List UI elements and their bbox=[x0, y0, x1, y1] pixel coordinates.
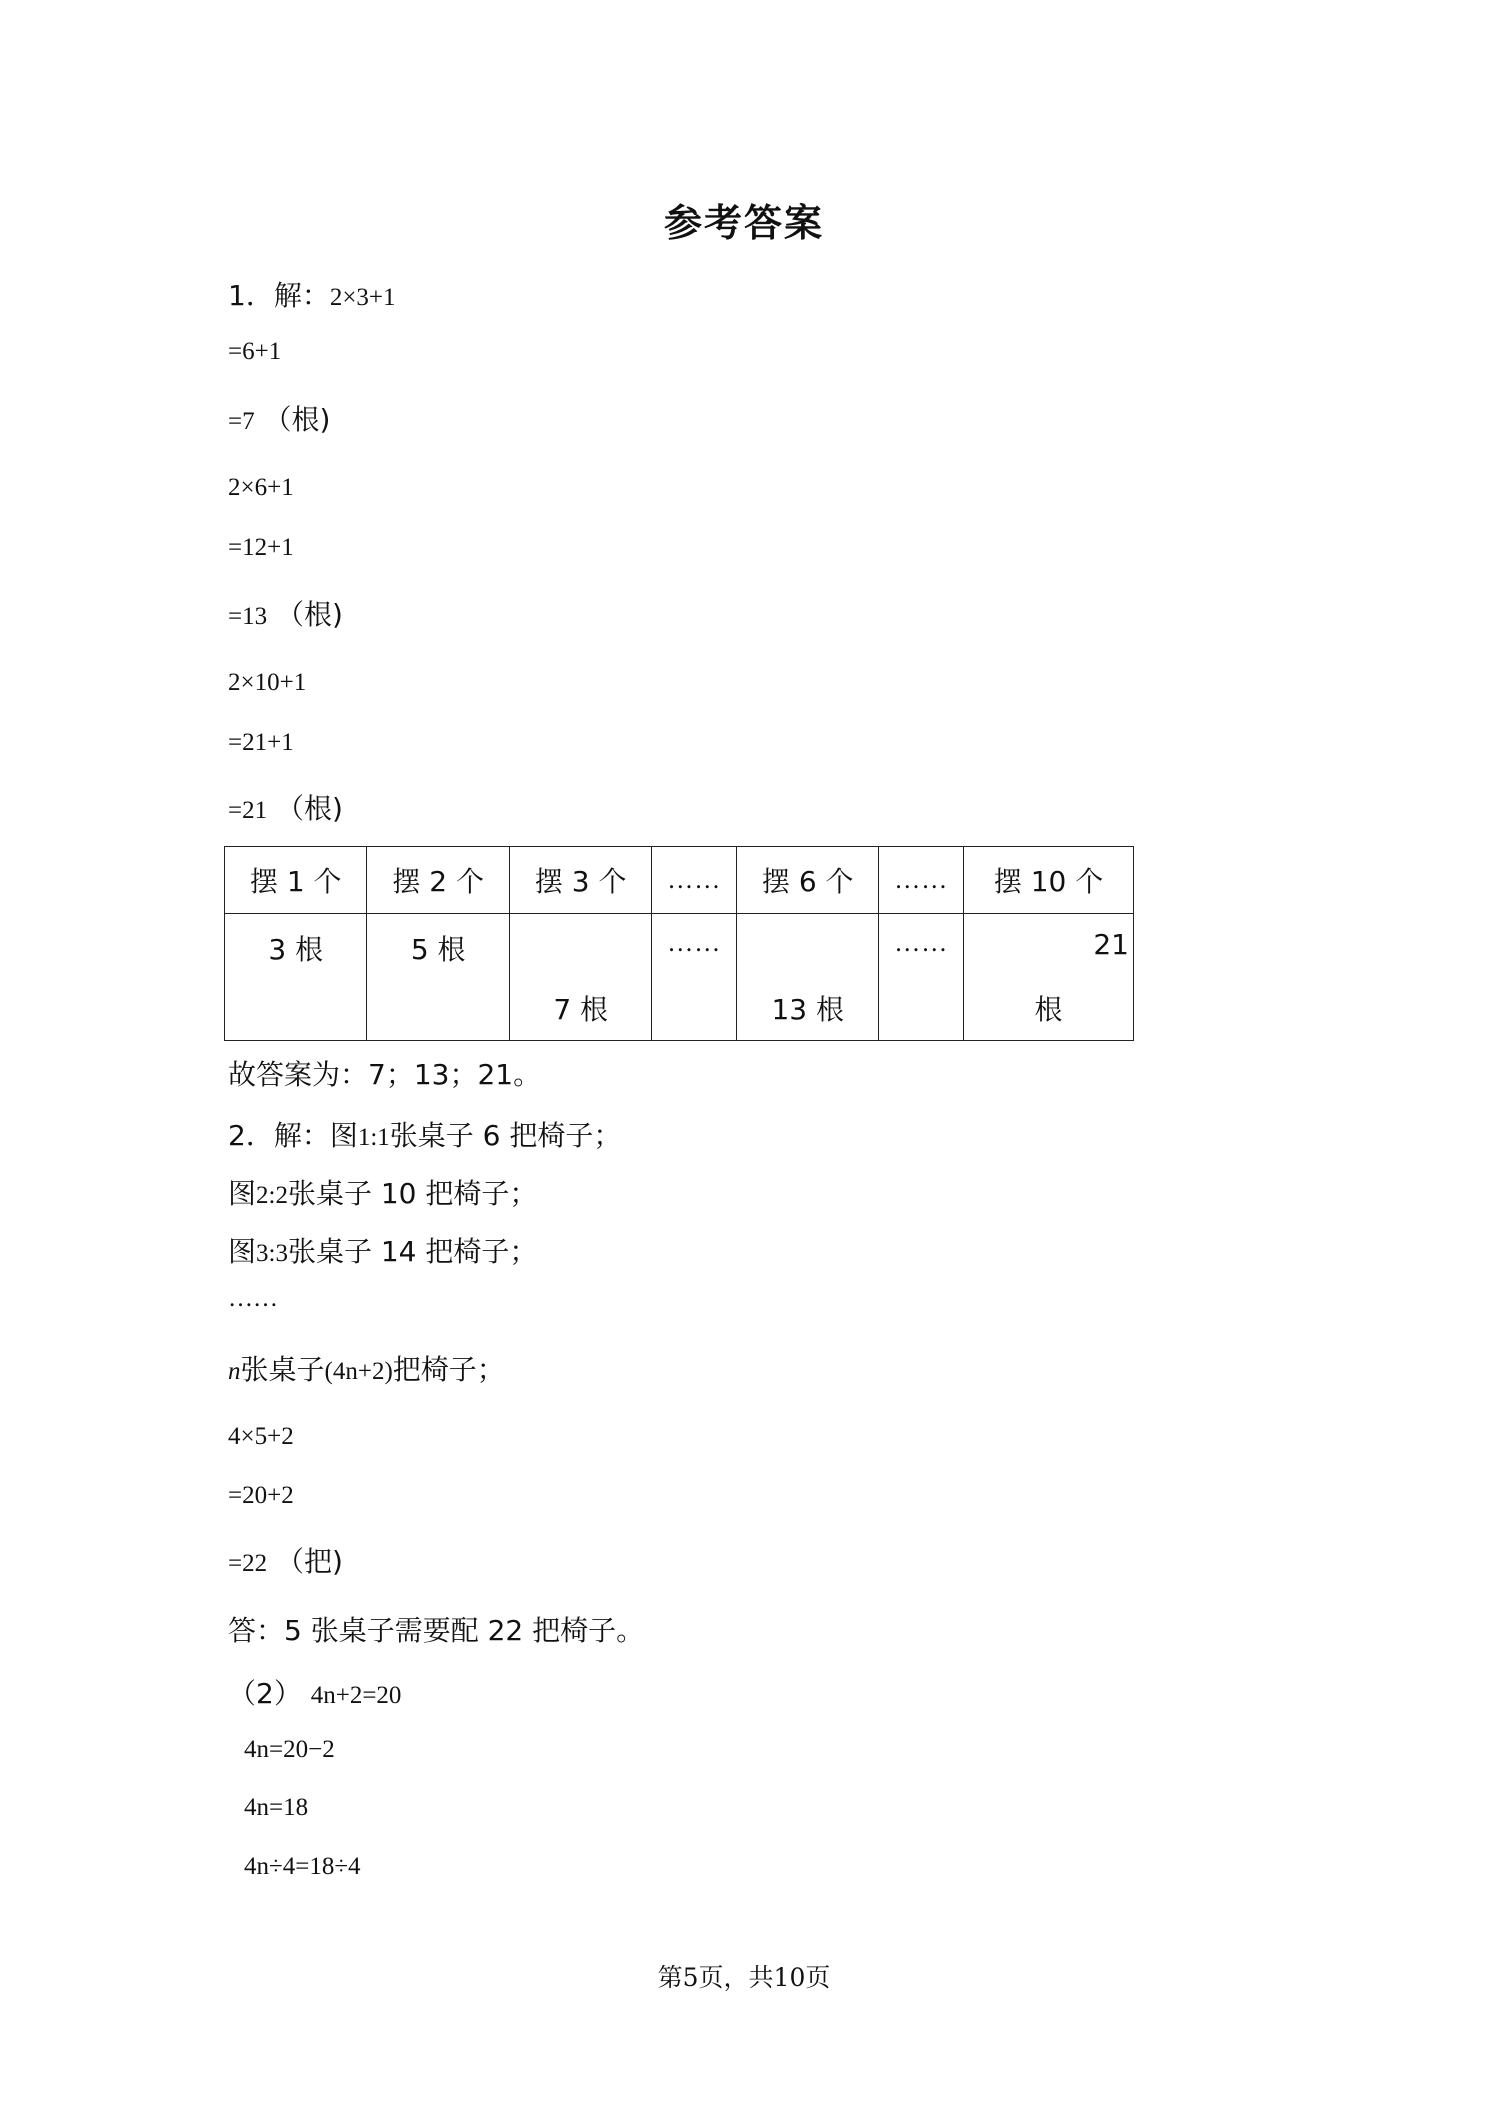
q2-line-10 bbox=[228, 1672, 401, 1712]
table-cell bbox=[737, 914, 879, 1041]
q1-line-5 bbox=[228, 529, 294, 562]
page-title: 参考答案 bbox=[663, 201, 824, 245]
q2-line-10-math: 4n+2=20 bbox=[310, 1682, 402, 1709]
cell-value: 5 根 bbox=[410, 933, 466, 966]
q2-line-8-suffix: （把) bbox=[276, 1545, 343, 1578]
q1-line-8 bbox=[228, 724, 294, 757]
q2-line-7-math: =20+2 bbox=[228, 1482, 294, 1509]
table-header-cell: 摆 10 个 bbox=[964, 847, 1134, 914]
table-header-cell: …… bbox=[652, 847, 737, 914]
q2-line-2-math: 2:2 bbox=[256, 1182, 288, 1209]
q2-line-8 bbox=[228, 1540, 343, 1580]
q2-line-3-suffix: 张桌子 14 把椅子； bbox=[287, 1235, 538, 1268]
q1-line-6 bbox=[228, 593, 343, 633]
cell-value: 7 根 bbox=[553, 993, 609, 1026]
cell-value: …… bbox=[894, 928, 949, 957]
table-header-cell: 摆 6 个 bbox=[737, 847, 879, 914]
q2-line-2-suffix: 张桌子 10 把椅子； bbox=[287, 1177, 538, 1210]
q2-line-3-math: 3:3 bbox=[256, 1240, 288, 1267]
q2-line-5-suffix: 张桌子 bbox=[240, 1353, 325, 1386]
q2-line-2-prefix: 图 bbox=[228, 1177, 257, 1210]
q2-line-1 bbox=[228, 1114, 621, 1154]
table-header-row bbox=[225, 847, 1134, 914]
q1-line-5-math: =12+1 bbox=[228, 534, 294, 561]
q1-line-9-suffix: （根) bbox=[276, 792, 343, 825]
table-cell bbox=[367, 914, 509, 1041]
q1-line-4-math: 2×6+1 bbox=[228, 474, 294, 501]
cell-value-top: 21 bbox=[1093, 928, 1129, 961]
answer-table bbox=[224, 846, 1134, 1041]
cell-value-bottom: 根 bbox=[1034, 993, 1063, 1026]
q2-line-10-prefix: （2） bbox=[228, 1677, 302, 1710]
table-cell bbox=[879, 914, 964, 1041]
q1-line-7-math: 2×10+1 bbox=[228, 669, 307, 696]
q2-line-4 bbox=[228, 1280, 278, 1313]
page-footer: 第5页，共10页 bbox=[657, 1963, 831, 1992]
q2-line-5 bbox=[228, 1348, 505, 1388]
q2-line-2 bbox=[228, 1172, 537, 1212]
q2-line-3 bbox=[228, 1230, 537, 1270]
q1-line-3 bbox=[228, 398, 330, 438]
table-header-cell: 摆 1 个 bbox=[225, 847, 367, 914]
table-cell bbox=[509, 914, 651, 1041]
q1-line-6-math: =13 bbox=[228, 603, 268, 630]
q1-line-1 bbox=[228, 274, 396, 314]
q2-line-5-math2: (4n+2) bbox=[324, 1358, 393, 1385]
cell-value: …… bbox=[667, 928, 722, 957]
q2-line-7 bbox=[228, 1477, 294, 1510]
table-header-cell: 摆 2 个 bbox=[367, 847, 509, 914]
q1-line-9-math: =21 bbox=[228, 797, 268, 824]
q1-line-2 bbox=[228, 333, 281, 366]
q2-line-1-math: 1:1 bbox=[357, 1124, 390, 1151]
q1-line-4 bbox=[228, 469, 294, 502]
q1-line-1-math: 2×3+1 bbox=[329, 284, 396, 311]
q1-conclusion: 故答案为：7；13；21。 bbox=[228, 1058, 542, 1091]
q2-line-12 bbox=[244, 1789, 308, 1822]
table-header-cell: …… bbox=[879, 847, 964, 914]
table-cell bbox=[652, 914, 737, 1041]
q2-line-13-math: 4n÷4=18÷4 bbox=[244, 1853, 361, 1880]
q2-ellipsis: …… bbox=[228, 1285, 278, 1312]
q1-line-6-suffix: （根) bbox=[276, 598, 343, 631]
q2-line-13 bbox=[244, 1848, 361, 1881]
q1-line-1-prefix: 1．解： bbox=[228, 279, 330, 312]
q2-line-11-math: 4n=20−2 bbox=[244, 1736, 335, 1763]
q1-line-2-math: =6+1 bbox=[228, 338, 282, 365]
q2-line-1-suffix: 张桌子 6 把椅子； bbox=[389, 1119, 622, 1152]
table-cell bbox=[964, 914, 1134, 1041]
table-row bbox=[225, 914, 1134, 1041]
q2-line-1-prefix: 2．解：图 bbox=[228, 1119, 358, 1152]
q2-line-6 bbox=[228, 1418, 294, 1451]
q1-line-3-math: =7 bbox=[228, 408, 255, 435]
q2-line-5-math: n bbox=[228, 1358, 241, 1385]
table-header-cell: 摆 3 个 bbox=[509, 847, 651, 914]
q2-answer: 答：5 张桌子需要配 22 把椅子。 bbox=[228, 1614, 645, 1647]
q1-line-8-math: =21+1 bbox=[228, 729, 294, 756]
cell-value: 3 根 bbox=[268, 933, 324, 966]
q2-line-5-suffix2: 把椅子； bbox=[392, 1353, 505, 1386]
q1-line-7 bbox=[228, 664, 306, 697]
cell-value: 13 根 bbox=[771, 993, 844, 1026]
q1-line-3-suffix: （根) bbox=[263, 403, 331, 436]
q2-line-12-math: 4n=18 bbox=[244, 1794, 309, 1821]
q2-line-6-math: 4×5+2 bbox=[228, 1423, 294, 1450]
q2-line-3-prefix: 图 bbox=[228, 1235, 257, 1268]
table-cell bbox=[225, 914, 367, 1041]
q2-line-11 bbox=[244, 1731, 335, 1764]
q2-line-8-math: =22 bbox=[228, 1550, 268, 1577]
q1-line-9 bbox=[228, 787, 343, 827]
